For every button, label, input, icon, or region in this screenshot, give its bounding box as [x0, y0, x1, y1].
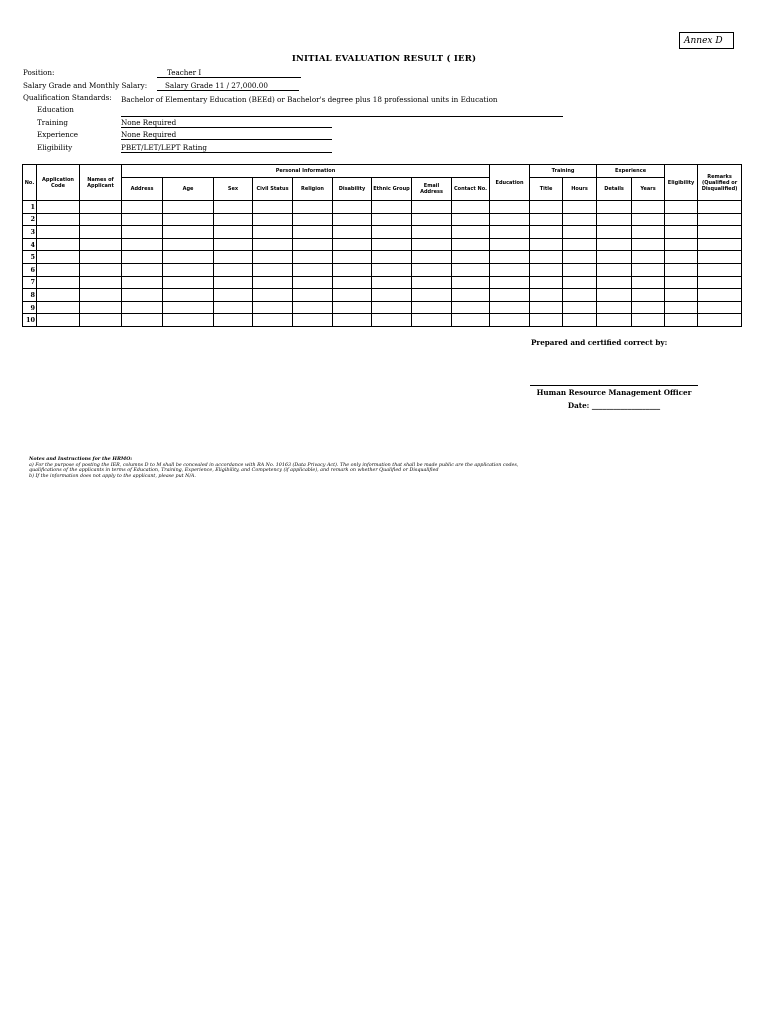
note-a: a) For the purpose of posting the IER, columns D to M shall be concealed in accordance with RA No. 10163 (Data Privacy Act). The only information that shall be made public are the application codes, qualifications of the applicants in terms of Education, Training, Experience, Eligibility, and Competency (if applicable), and remark on whether Qualified or Disqualified [29, 462, 519, 473]
table-cell[interactable] [253, 314, 293, 327]
table-cell[interactable] [122, 201, 163, 214]
table-cell[interactable] [665, 263, 698, 276]
table-cell[interactable] [563, 263, 597, 276]
table-cell[interactable] [253, 251, 293, 264]
table-cell[interactable] [122, 263, 163, 276]
table-cell[interactable] [563, 226, 597, 239]
table-cell[interactable] [597, 251, 632, 264]
table-cell[interactable] [563, 276, 597, 289]
table-row [23, 314, 742, 327]
table-cell[interactable] [698, 314, 742, 327]
table-row [23, 226, 742, 239]
table-cell[interactable] [80, 201, 122, 214]
table-cell[interactable] [530, 238, 563, 251]
table-cell[interactable] [665, 238, 698, 251]
table-cell[interactable] [372, 238, 412, 251]
table-cell[interactable] [452, 301, 490, 314]
table-cell[interactable] [122, 226, 163, 239]
table-cell[interactable] [530, 263, 563, 276]
row-number: 8 [23, 289, 37, 302]
table-cell[interactable] [293, 263, 333, 276]
table-cell[interactable] [452, 251, 490, 264]
header-application-code: Application Code [37, 165, 80, 201]
table-cell[interactable] [214, 289, 253, 302]
table-cell[interactable] [665, 301, 698, 314]
header-address: Address [122, 178, 163, 201]
table-cell[interactable] [80, 213, 122, 226]
table-cell[interactable] [293, 289, 333, 302]
table-cell[interactable] [214, 276, 253, 289]
table-cell[interactable] [412, 263, 452, 276]
table-cell[interactable] [37, 251, 80, 264]
table-cell[interactable] [452, 263, 490, 276]
table-cell[interactable] [253, 301, 293, 314]
table-cell[interactable] [412, 301, 452, 314]
table-cell[interactable] [632, 263, 665, 276]
education-value: Bachelor of Elementary Education (BEEd) or Bachelor's degree plus 18 professional units in Education [121, 95, 563, 117]
table-cell[interactable] [333, 201, 372, 214]
table-cell[interactable] [597, 226, 632, 239]
table-cell[interactable] [37, 226, 80, 239]
table-cell[interactable] [632, 201, 665, 214]
table-cell[interactable] [452, 314, 490, 327]
table-cell[interactable] [530, 251, 563, 264]
table-cell[interactable] [563, 238, 597, 251]
page-title: INITIAL EVALUATION RESULT ( IER) [291, 54, 477, 64]
header-personal-information: Personal Information [122, 165, 490, 178]
header-experience: Experience [597, 165, 665, 178]
table-cell[interactable] [563, 301, 597, 314]
table-cell[interactable] [372, 213, 412, 226]
table-cell[interactable] [490, 301, 530, 314]
table-cell[interactable] [122, 289, 163, 302]
table-cell[interactable] [253, 226, 293, 239]
table-cell[interactable] [698, 301, 742, 314]
table-cell[interactable] [452, 289, 490, 302]
header-education: Education [490, 165, 530, 201]
table-cell[interactable] [293, 238, 333, 251]
table-cell[interactable] [37, 201, 80, 214]
salary-label: Salary Grade and Monthly Salary: [23, 81, 148, 90]
table-cell[interactable] [333, 251, 372, 264]
header-sex: Sex [214, 178, 253, 201]
table-cell[interactable] [37, 238, 80, 251]
table-cell[interactable] [80, 289, 122, 302]
row-number: 3 [23, 226, 37, 239]
table-cell[interactable] [632, 276, 665, 289]
table-cell[interactable] [698, 201, 742, 214]
eligibility-label: Eligibility [37, 143, 73, 152]
table-cell[interactable] [490, 276, 530, 289]
table-cell[interactable] [632, 251, 665, 264]
header-ethnic-group: Ethnic Group [372, 178, 412, 201]
qualification-standards-label: Qualification Standards: [23, 93, 112, 102]
table-cell[interactable] [37, 263, 80, 276]
table-cell[interactable] [333, 213, 372, 226]
table-cell[interactable] [80, 226, 122, 239]
table-row [23, 238, 742, 251]
table-cell[interactable] [665, 226, 698, 239]
table-cell[interactable] [80, 251, 122, 264]
table-cell[interactable] [293, 301, 333, 314]
eligibility-value: PBET/LET/LEPT Rating [121, 143, 332, 153]
table-cell[interactable] [665, 276, 698, 289]
table-cell[interactable] [214, 263, 253, 276]
table-cell[interactable] [563, 251, 597, 264]
table-cell[interactable] [530, 276, 563, 289]
table-cell[interactable] [597, 213, 632, 226]
table-cell[interactable] [490, 289, 530, 302]
header-disability: Disability [333, 178, 372, 201]
table-cell[interactable] [293, 251, 333, 264]
table-cell[interactable] [333, 226, 372, 239]
table-cell[interactable] [37, 289, 80, 302]
table-cell[interactable] [214, 301, 253, 314]
table-cell[interactable] [563, 201, 597, 214]
table-cell[interactable] [372, 301, 412, 314]
salary-value: Salary Grade 11 / 27,000.00 [157, 81, 299, 91]
table-row [23, 251, 742, 264]
table-cell[interactable] [163, 251, 214, 264]
table-cell[interactable] [632, 238, 665, 251]
table-cell[interactable] [452, 213, 490, 226]
table-cell[interactable] [372, 289, 412, 302]
table-cell[interactable] [80, 238, 122, 251]
table-cell[interactable] [80, 314, 122, 327]
table-cell[interactable] [80, 263, 122, 276]
table-cell[interactable] [490, 238, 530, 251]
notes-title: Notes and Instructions for the HRMO: [29, 456, 133, 462]
table-cell[interactable] [122, 251, 163, 264]
table-cell[interactable] [214, 314, 253, 327]
header-experience-years: Years [632, 178, 665, 201]
row-number: 6 [23, 263, 37, 276]
table-cell[interactable] [665, 314, 698, 327]
table-cell[interactable] [452, 201, 490, 214]
table-cell[interactable] [698, 238, 742, 251]
row-number: 4 [23, 238, 37, 251]
note-b: b) If the information does not apply to the applicant, please put N/A. [29, 473, 196, 479]
evaluation-table [22, 164, 742, 327]
header-civil-status: Civil Status [253, 178, 293, 201]
table-cell[interactable] [665, 201, 698, 214]
table-cell[interactable] [412, 276, 452, 289]
table-cell[interactable] [698, 251, 742, 264]
header-age: Age [163, 178, 214, 201]
header-experience-details: Details [597, 178, 632, 201]
table-cell[interactable] [37, 276, 80, 289]
table-cell[interactable] [597, 276, 632, 289]
table-body [23, 201, 742, 327]
table-cell[interactable] [452, 276, 490, 289]
table-cell[interactable] [665, 289, 698, 302]
table-cell[interactable] [632, 314, 665, 327]
table-cell[interactable] [37, 314, 80, 327]
row-number: 2 [23, 213, 37, 226]
table-cell[interactable] [412, 213, 452, 226]
header-no: No. [23, 165, 37, 201]
table-cell[interactable] [698, 276, 742, 289]
table-cell[interactable] [530, 301, 563, 314]
table-cell[interactable] [490, 201, 530, 214]
table-cell[interactable] [372, 251, 412, 264]
table-cell[interactable] [632, 301, 665, 314]
table-cell[interactable] [412, 238, 452, 251]
table-cell[interactable] [333, 289, 372, 302]
table-cell[interactable] [333, 301, 372, 314]
position-value: Teacher I [157, 68, 301, 78]
table-cell[interactable] [37, 213, 80, 226]
table-cell[interactable] [293, 276, 333, 289]
table-cell[interactable] [632, 213, 665, 226]
header-training: Training [530, 165, 597, 178]
table-cell[interactable] [372, 226, 412, 239]
date-line: Date: ___________________ [567, 401, 661, 410]
notes-section [29, 457, 529, 479]
table-cell[interactable] [333, 276, 372, 289]
table-cell[interactable] [530, 226, 563, 239]
table-cell[interactable] [122, 301, 163, 314]
table-cell[interactable] [490, 263, 530, 276]
table-cell[interactable] [530, 201, 563, 214]
table-cell[interactable] [597, 301, 632, 314]
table-cell[interactable] [253, 201, 293, 214]
experience-label: Experience [37, 130, 79, 139]
table-row [23, 201, 742, 214]
table-cell[interactable] [163, 226, 214, 239]
table-cell[interactable] [698, 226, 742, 239]
table-cell[interactable] [253, 289, 293, 302]
table-cell[interactable] [597, 289, 632, 302]
table-cell[interactable] [214, 251, 253, 264]
header-training-title: Title [530, 178, 563, 201]
header-email-address: Email Address [412, 178, 452, 201]
table-cell[interactable] [530, 213, 563, 226]
table-cell[interactable] [372, 201, 412, 214]
table-cell[interactable] [698, 263, 742, 276]
experience-value: None Required [121, 130, 332, 140]
table-cell[interactable] [293, 314, 333, 327]
table-cell[interactable] [214, 213, 253, 226]
row-number: 10 [23, 314, 37, 327]
row-number: 7 [23, 276, 37, 289]
header-training-hours: Hours [563, 178, 597, 201]
table-row [23, 289, 742, 302]
table-cell[interactable] [412, 251, 452, 264]
signature-line [530, 385, 698, 386]
hrmo-title: Human Resource Management Officer [536, 388, 692, 397]
header-religion: Religion [293, 178, 333, 201]
table-cell[interactable] [333, 238, 372, 251]
table-row [23, 213, 742, 226]
table-cell[interactable] [122, 314, 163, 327]
header-contact-no: Contact No. [452, 178, 490, 201]
table-cell[interactable] [214, 226, 253, 239]
table-cell[interactable] [665, 213, 698, 226]
table-cell[interactable] [293, 213, 333, 226]
table-cell[interactable] [452, 238, 490, 251]
table-cell[interactable] [80, 276, 122, 289]
table-cell[interactable] [597, 201, 632, 214]
table-cell[interactable] [490, 213, 530, 226]
table-cell[interactable] [293, 226, 333, 239]
table-cell[interactable] [597, 263, 632, 276]
table-cell[interactable] [122, 238, 163, 251]
table-cell[interactable] [163, 289, 214, 302]
table-cell[interactable] [253, 276, 293, 289]
table-cell[interactable] [333, 263, 372, 276]
table-cell[interactable] [452, 226, 490, 239]
table-cell[interactable] [372, 314, 412, 327]
table-cell[interactable] [214, 238, 253, 251]
table-cell[interactable] [372, 276, 412, 289]
table-cell[interactable] [412, 314, 452, 327]
table-cell[interactable] [665, 251, 698, 264]
table-cell[interactable] [163, 213, 214, 226]
table-cell[interactable] [563, 213, 597, 226]
table-cell[interactable] [632, 226, 665, 239]
header-names-of-applicant: Names of Applicant [80, 165, 122, 201]
table-cell[interactable] [214, 201, 253, 214]
row-number: 1 [23, 201, 37, 214]
table-cell[interactable] [122, 213, 163, 226]
table-cell[interactable] [698, 289, 742, 302]
table-cell[interactable] [372, 263, 412, 276]
table-cell[interactable] [530, 289, 563, 302]
table-cell[interactable] [163, 314, 214, 327]
table-cell[interactable] [632, 289, 665, 302]
table-cell[interactable] [253, 238, 293, 251]
table-cell[interactable] [163, 238, 214, 251]
table-cell[interactable] [122, 276, 163, 289]
table-cell[interactable] [563, 289, 597, 302]
table-cell[interactable] [597, 238, 632, 251]
table-cell[interactable] [253, 263, 293, 276]
prepared-by-label: Prepared and certified correct by: [531, 338, 668, 347]
table-cell[interactable] [37, 301, 80, 314]
table-cell[interactable] [163, 276, 214, 289]
row-number: 5 [23, 251, 37, 264]
table-cell[interactable] [80, 301, 122, 314]
table-cell[interactable] [597, 314, 632, 327]
table-cell[interactable] [563, 314, 597, 327]
table-cell[interactable] [163, 201, 214, 214]
table-cell[interactable] [253, 213, 293, 226]
position-label: Position: [23, 68, 55, 77]
table-cell[interactable] [163, 263, 214, 276]
table-row [23, 263, 742, 276]
training-value: None Required [121, 118, 332, 128]
table-cell[interactable] [412, 226, 452, 239]
header-remarks: Remarks (Qualified or Disqualified) [698, 165, 742, 201]
table-cell[interactable] [698, 213, 742, 226]
table-cell[interactable] [333, 314, 372, 327]
table-cell[interactable] [490, 226, 530, 239]
training-label: Training [37, 118, 68, 127]
annex-label: Annex D [679, 32, 734, 49]
header-eligibility: Eligibility [665, 165, 698, 201]
table-cell[interactable] [530, 314, 563, 327]
table-row [23, 276, 742, 289]
table-cell[interactable] [490, 314, 530, 327]
education-label: Education [37, 105, 74, 114]
row-number: 9 [23, 301, 37, 314]
table-cell[interactable] [293, 201, 333, 214]
table-cell[interactable] [163, 301, 214, 314]
table-cell[interactable] [490, 251, 530, 264]
table-cell[interactable] [412, 201, 452, 214]
table-row [23, 301, 742, 314]
table-cell[interactable] [412, 289, 452, 302]
